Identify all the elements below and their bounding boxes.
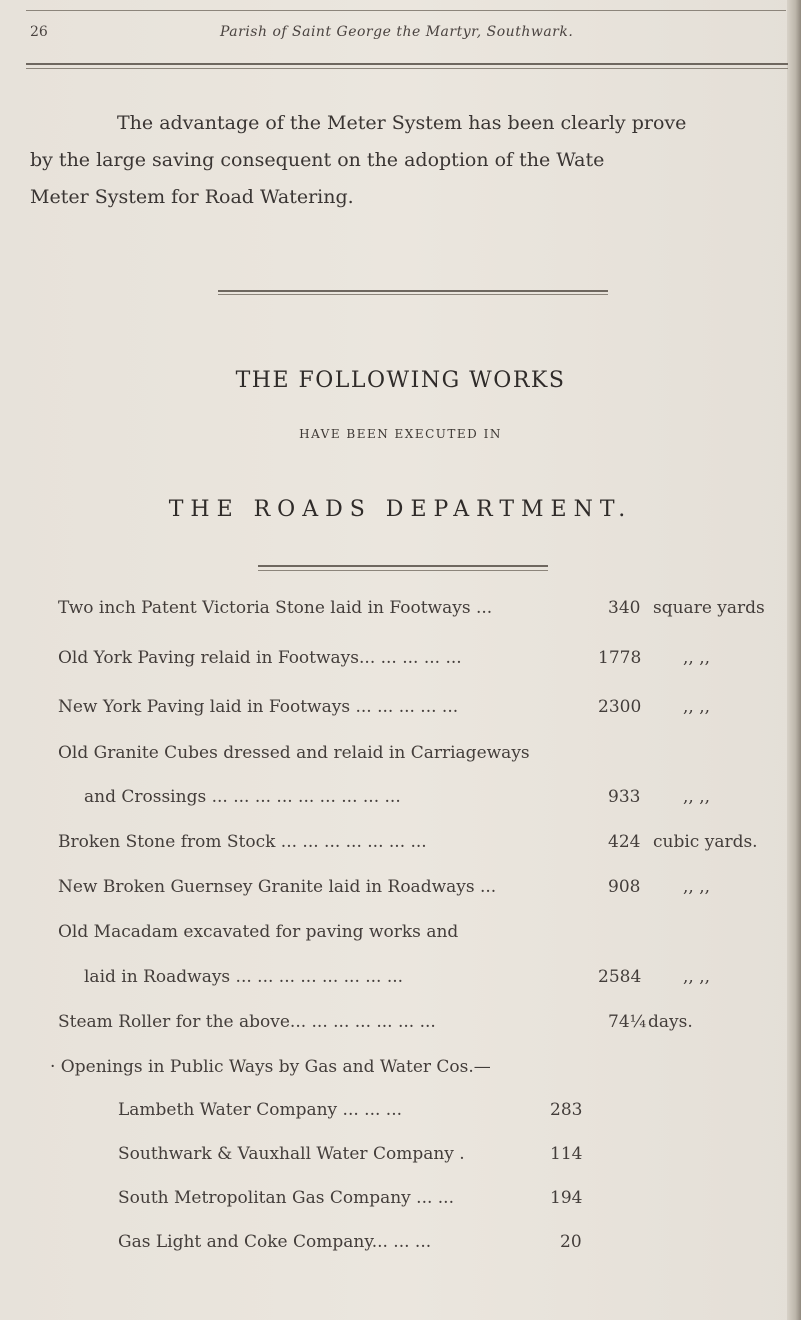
intro-line-2: by the large saving consequent on the adoption of the Wate [30,149,605,171]
work-qty: 74¼ [608,1012,647,1032]
work-qty: 933 [608,787,641,807]
work-label: Broken Stone from Stock ... ... ... ... ... ... ... [58,832,427,852]
work-unit: square yards [653,598,765,618]
work-label: Old Macadam excavated for paving works and [58,922,459,942]
work-qty: 340 [608,598,641,618]
work-qty: 908 [608,877,641,897]
openings-label: Southwark & Vauxhall Water Company . [118,1144,465,1164]
work-unit: ,, ,, [683,648,711,668]
section-divider-thin [218,294,608,295]
work-label: New York Paving laid in Footways ... ... ... ... ... [58,697,459,717]
openings-label: South Metropolitan Gas Company ... ... [118,1188,454,1208]
section-subtitle: HAVE BEEN EXECUTED IN [299,427,502,441]
title-divider [258,565,548,567]
intro-line-1: The advantage of the Meter System has been clearly prove [117,112,687,134]
section-title: THE FOLLOWING WORKS [235,368,566,393]
department-title: THE ROADS DEPARTMENT. [168,497,633,522]
top-border-rule [26,10,786,11]
work-unit: ,, ,, [683,697,711,717]
work-label: and Crossings ... ... ... ... ... ... ... ... ... [84,787,401,807]
work-label: · Openings in Public Ways by Gas and Water Cos.— [50,1057,491,1077]
work-label: Old Granite Cubes dressed and relaid in Carriageways [58,743,530,763]
work-unit: ,, ,, [683,787,711,807]
section-divider [218,290,608,292]
work-unit: days. [648,1012,693,1032]
page-number: 26 [30,24,48,40]
work-unit: ,, ,, [683,877,711,897]
work-label: Steam Roller for the above... ... ... ... ... ... ... [58,1012,436,1032]
work-unit: ,, ,, [683,967,711,987]
openings-qty: 20 [560,1232,582,1252]
title-divider-thin [258,570,548,571]
running-head: Parish of Saint George the Martyr, Southwark. [220,24,574,40]
header-rule-thin [26,68,788,69]
work-unit: cubic yards. [653,832,758,852]
openings-label: Lambeth Water Company ... ... ... [118,1100,403,1120]
openings-qty: 283 [550,1100,583,1120]
work-label: Two inch Patent Victoria Stone laid in Footways ... [58,598,493,618]
work-qty: 424 [608,832,641,852]
work-qty: 1778 [598,648,642,668]
openings-label: Gas Light and Coke Company... ... ... [118,1232,432,1252]
work-label: Old York Paving relaid in Footways... ... ... ... ... [58,648,462,668]
intro-line-3: Meter System for Road Watering. [30,186,354,208]
work-label: laid in Roadways ... ... ... ... ... ... ... ... [84,967,404,987]
openings-qty: 194 [550,1188,583,1208]
work-qty: 2300 [598,697,642,717]
openings-qty: 114 [550,1144,583,1164]
header-rule [26,63,788,65]
work-qty: 2584 [598,967,642,987]
page-header [30,24,790,54]
intro-paragraph [30,105,795,216]
work-label: New Broken Guernsey Granite laid in Roadways ... [58,877,497,897]
